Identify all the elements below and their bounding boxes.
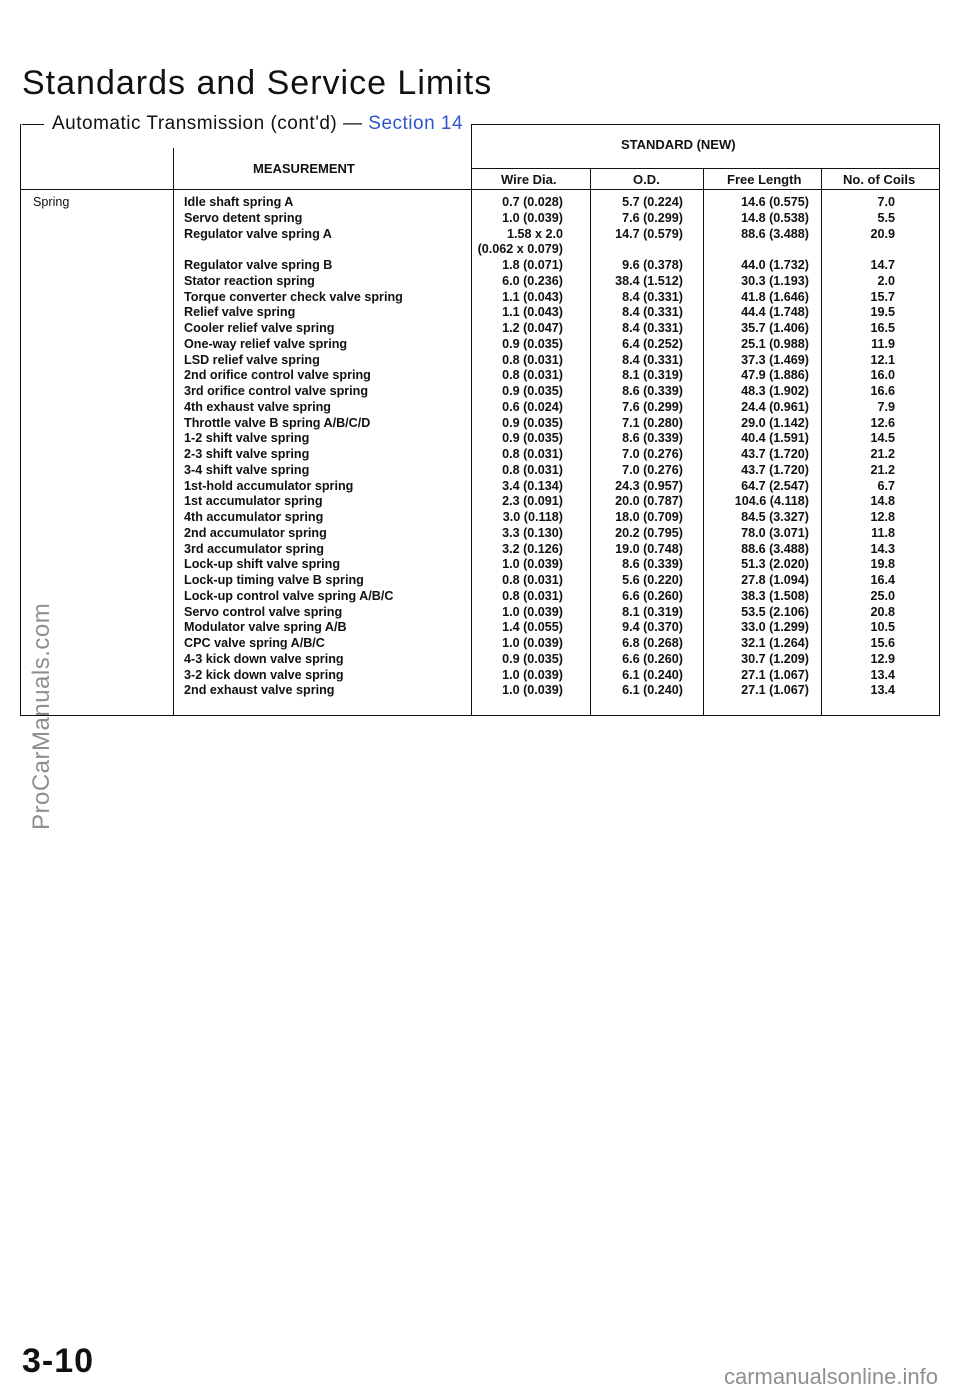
od-cell: 7.6 (0.299) — [622, 399, 683, 414]
page-number: 3-10 — [22, 1342, 95, 1380]
measurement-cell: Regulator valve spring B — [184, 258, 333, 272]
measurement-cell: 2nd accumulator spring — [184, 525, 327, 540]
od-cell: 8.4 (0.331) — [622, 305, 683, 320]
measurement-cell: Throttle valve B spring A/B/C/D — [184, 415, 371, 430]
wire-dia-cell: 0.6 (0.024) — [502, 399, 563, 414]
coils-header: No. of Coils — [843, 172, 916, 187]
column-divider — [703, 168, 704, 715]
free-length-cell: 40.4 (1.591) — [741, 431, 809, 446]
od-cell: 8.6 (0.339) — [622, 384, 683, 398]
free-length-cell: 43.7 (1.720) — [741, 462, 809, 477]
coils-cell: 5.5 — [877, 210, 895, 225]
measurement-header: MEASUREMENT — [253, 161, 355, 176]
measurement-cell: 2-3 shift valve spring — [184, 447, 310, 461]
coils-cell: 12.9 — [870, 651, 895, 666]
free-length-cell: 25.1 (0.988) — [741, 336, 809, 351]
free-length-cell: 27.8 (1.094) — [741, 573, 809, 587]
measurement-cell: 4-3 kick down valve spring — [184, 651, 344, 666]
free-length-cell: 88.6 (3.488) — [741, 226, 809, 241]
wire-dia-cell: 0.8 (0.031) — [502, 368, 563, 383]
measurement-cell: Lock-up timing valve B spring — [184, 573, 364, 587]
free-length-cell: 35.7 (1.406) — [741, 321, 809, 335]
wire-dia-cell: 1.4 (0.055) — [502, 620, 563, 635]
free-length-cell: 37.3 (1.469) — [741, 352, 809, 367]
od-cell: 6.6 (0.260) — [622, 651, 683, 666]
page-title: Standards and Service Limits — [22, 64, 493, 102]
free-length-cell: 84.5 (3.327) — [741, 510, 809, 524]
coils-cell: 2.0 — [877, 273, 895, 288]
free-length-cell: 88.6 (3.488) — [741, 541, 809, 556]
measurement-cell: 3rd orifice control valve spring — [184, 384, 369, 398]
measurement-cell: Servo detent spring — [184, 210, 303, 225]
measurement-cell: Servo control valve spring — [184, 604, 343, 619]
od-cell: 19.0 (0.748) — [615, 541, 683, 556]
free-length-cell: 64.7 (2.547) — [741, 478, 809, 493]
wire-dia-cell: 3.3 (0.130) — [502, 525, 563, 540]
side-watermark: ProCarManuals.com — [28, 602, 55, 830]
od-cell — [592, 242, 683, 258]
wire-dia-cell: 1.1 (0.043) — [502, 289, 563, 304]
od-cell: 6.8 (0.268) — [622, 636, 683, 650]
measurement-cell: Torque converter check valve spring — [184, 289, 403, 304]
wire-dia-column — [473, 195, 563, 699]
measurement-cell: 1st accumulator spring — [184, 494, 323, 509]
coils-cell: 14.7 — [870, 258, 895, 272]
od-cell: 20.0 (0.787) — [615, 494, 683, 509]
od-cell: 8.6 (0.339) — [622, 431, 683, 446]
od-cell: 5.7 (0.224) — [622, 195, 683, 209]
od-cell: 7.6 (0.299) — [622, 210, 683, 225]
measurement-cell: Lock-up control valve spring A/B/C — [184, 588, 394, 603]
free-length-cell: 41.8 (1.646) — [741, 289, 809, 304]
free-length-cell: 30.7 (1.209) — [741, 651, 809, 666]
measurement-cell: 4th accumulator spring — [184, 510, 324, 524]
free-length-cell: 32.1 (1.264) — [741, 636, 809, 650]
wire-dia-cell: 2.3 (0.091) — [502, 494, 563, 509]
column-divider — [173, 148, 174, 715]
wire-dia-cell: 1.0 (0.039) — [502, 210, 563, 225]
coils-cell: 7.9 — [877, 399, 895, 414]
free-length-cell: 78.0 (3.071) — [741, 525, 809, 540]
coils-cell: 12.6 — [870, 415, 895, 430]
wire-dia-cell: 3.4 (0.134) — [502, 478, 563, 493]
free-length-cell: 14.6 (0.575) — [741, 195, 809, 209]
wire-dia-cell: 1.0 (0.039) — [502, 683, 563, 698]
wire-dia-cell: 0.8 (0.031) — [502, 447, 563, 461]
wire-dia-cell: 0.9 (0.035) — [502, 651, 563, 666]
free-length-cell: 48.3 (1.902) — [741, 384, 809, 398]
coils-cell: 14.5 — [870, 431, 895, 446]
od-cell: 8.4 (0.331) — [622, 321, 683, 335]
coils-cell: 19.8 — [870, 557, 895, 572]
coils-cell: 13.4 — [870, 667, 895, 682]
wire-dia-header: Wire Dia. — [501, 172, 557, 187]
od-cell: 8.4 (0.331) — [622, 289, 683, 304]
free-length-cell: 47.9 (1.886) — [741, 368, 809, 383]
free-length-column — [705, 195, 809, 699]
wire-dia-cell: 1.0 (0.039) — [502, 667, 563, 682]
measurement-cell: Modulator valve spring A/B — [184, 620, 347, 635]
wire-dia-cell: 1.0 (0.039) — [502, 557, 563, 572]
od-cell: 8.4 (0.331) — [622, 352, 683, 367]
coils-cell: 6.7 — [877, 478, 895, 493]
column-divider — [471, 124, 472, 715]
coils-cell: 20.9 — [870, 226, 895, 241]
od-cell: 24.3 (0.957) — [615, 478, 683, 493]
coils-cell: 21.2 — [870, 462, 895, 477]
free-length-header: Free Length — [727, 172, 802, 187]
free-length-cell — [705, 242, 809, 258]
od-cell: 9.6 (0.378) — [622, 258, 683, 272]
coils-cell: 14.3 — [870, 541, 895, 556]
header-divider — [471, 168, 939, 169]
od-cell: 6.1 (0.240) — [622, 683, 683, 698]
free-length-cell: 38.3 (1.508) — [741, 588, 809, 603]
measurement-cell: Cooler relief valve spring — [184, 321, 335, 335]
category-column — [33, 195, 69, 211]
od-cell: 8.1 (0.319) — [622, 368, 683, 383]
coils-cell: 20.8 — [870, 604, 895, 619]
measurement-cell: LSD relief valve spring — [184, 352, 320, 367]
od-cell: 6.1 (0.240) — [622, 667, 683, 682]
measurement-cell: 2nd exhaust valve spring — [184, 683, 335, 698]
coils-cell: 16.0 — [870, 368, 895, 383]
measurement-column — [184, 195, 403, 699]
category-label: Spring — [33, 195, 70, 209]
od-cell: 38.4 (1.512) — [615, 273, 683, 288]
free-length-cell: 33.0 (1.299) — [741, 620, 809, 635]
od-cell: 18.0 (0.709) — [615, 510, 683, 524]
free-length-cell: 44.4 (1.748) — [741, 305, 809, 320]
measurement-cell: 2nd orifice control valve spring — [184, 368, 371, 383]
column-divider — [590, 168, 591, 715]
od-cell: 8.1 (0.319) — [622, 604, 683, 619]
coils-cell — [823, 242, 895, 258]
spring-standards-table — [20, 124, 940, 716]
od-cell: 14.7 (0.579) — [615, 226, 683, 241]
measurement-cell: 1-2 shift valve spring — [184, 431, 310, 446]
wire-dia-cell: 1.0 (0.039) — [502, 604, 563, 619]
od-cell: 6.6 (0.260) — [622, 588, 683, 603]
od-header: O.D. — [633, 172, 660, 187]
measurement-cell: Idle shaft spring A — [184, 195, 294, 209]
column-divider — [821, 168, 822, 715]
coils-cell: 13.4 — [870, 683, 895, 698]
wire-dia-cell: 0.9 (0.035) — [502, 415, 563, 430]
od-column — [592, 195, 683, 699]
od-cell: 8.6 (0.339) — [622, 557, 683, 572]
od-cell: 7.0 (0.276) — [622, 462, 683, 477]
wire-dia-cell: (0.062 x 0.079) — [477, 242, 563, 257]
od-cell: 6.4 (0.252) — [622, 336, 683, 351]
coils-cell: 15.7 — [870, 289, 895, 304]
coils-cell: 16.4 — [870, 573, 895, 587]
measurement-cell: 3rd accumulator spring — [184, 541, 324, 556]
free-length-cell: 27.1 (1.067) — [741, 667, 809, 682]
subtitle-main-text: Automatic Transmission (cont'd) — — [52, 113, 363, 134]
measurement-cell: Relief valve spring — [184, 305, 296, 320]
header-bottom-rule — [21, 189, 939, 190]
wire-dia-cell: 0.8 (0.031) — [502, 588, 563, 603]
wire-dia-cell: 1.1 (0.043) — [502, 305, 563, 320]
coils-cell: 25.0 — [870, 588, 895, 603]
wire-dia-cell: 0.7 (0.028) — [502, 195, 563, 209]
wire-dia-cell: 0.8 (0.031) — [502, 462, 563, 477]
measurement-cell: Stator reaction spring — [184, 273, 315, 288]
wire-dia-cell: 1.0 (0.039) — [502, 636, 563, 650]
coils-cell: 21.2 — [870, 447, 895, 461]
free-length-cell: 24.4 (0.961) — [741, 399, 809, 414]
wire-dia-cell: 0.8 (0.031) — [502, 573, 563, 587]
measurement-cell: 3-4 shift valve spring — [184, 462, 310, 477]
free-length-cell: 14.8 (0.538) — [741, 210, 809, 225]
od-cell: 7.0 (0.276) — [622, 447, 683, 461]
od-cell: 7.1 (0.280) — [622, 415, 683, 430]
footer-watermark: carmanualsonline.info — [723, 1364, 938, 1389]
coils-cell: 10.5 — [870, 620, 895, 635]
od-cell: 20.2 (0.795) — [615, 525, 683, 540]
coils-cell: 16.5 — [870, 321, 895, 335]
wire-dia-cell: 0.9 (0.035) — [502, 384, 563, 398]
measurement-cell — [184, 242, 403, 258]
od-cell: 5.6 (0.220) — [622, 573, 683, 587]
standard-new-header: STANDARD (NEW) — [621, 137, 736, 152]
od-cell: 9.4 (0.370) — [622, 620, 683, 635]
free-length-cell: 27.1 (1.067) — [741, 683, 809, 698]
wire-dia-cell: 0.8 (0.031) — [502, 352, 563, 367]
coils-cell: 12.8 — [870, 510, 895, 524]
measurement-cell: 3-2 kick down valve spring — [184, 667, 344, 682]
free-length-cell: 53.5 (2.106) — [741, 604, 809, 619]
wire-dia-cell: 6.0 (0.236) — [502, 273, 563, 288]
measurement-cell: CPC valve spring A/B/C — [184, 636, 325, 650]
free-length-cell: 51.3 (2.020) — [741, 557, 809, 572]
section-reference-link[interactable]: Section 14 — [368, 113, 464, 134]
free-length-cell: 104.6 (4.118) — [734, 494, 809, 509]
free-length-cell: 29.0 (1.142) — [741, 415, 809, 430]
measurement-cell: 1st-hold accumulator spring — [184, 478, 354, 493]
coils-column — [823, 195, 895, 699]
measurement-cell: 4th exhaust valve spring — [184, 399, 331, 414]
wire-dia-cell: 1.58 x 2.0 — [506, 226, 563, 241]
wire-dia-cell: 1.2 (0.047) — [502, 321, 563, 335]
free-length-cell: 43.7 (1.720) — [741, 447, 809, 461]
measurement-cell: Regulator valve spring A — [184, 226, 332, 241]
wire-dia-cell: 3.2 (0.126) — [502, 541, 563, 556]
coils-cell: 14.8 — [870, 494, 895, 509]
coils-cell: 16.6 — [870, 384, 895, 398]
coils-cell: 12.1 — [870, 352, 895, 367]
wire-dia-cell: 3.0 (0.118) — [502, 510, 563, 524]
coils-cell: 7.0 — [877, 195, 895, 209]
measurement-cell: One-way relief valve spring — [184, 336, 348, 351]
wire-dia-cell: 0.9 (0.035) — [502, 336, 563, 351]
coils-cell: 11.8 — [871, 525, 895, 540]
coils-cell: 15.6 — [870, 636, 895, 650]
measurement-cell: Lock-up shift valve spring — [184, 557, 341, 572]
coils-cell: 11.9 — [871, 336, 895, 351]
free-length-cell: 44.0 (1.732) — [741, 258, 809, 272]
coils-cell: 19.5 — [870, 305, 895, 320]
wire-dia-cell: 1.8 (0.071) — [502, 258, 563, 272]
free-length-cell: 30.3 (1.193) — [741, 273, 809, 288]
wire-dia-cell: 0.9 (0.035) — [502, 431, 563, 446]
